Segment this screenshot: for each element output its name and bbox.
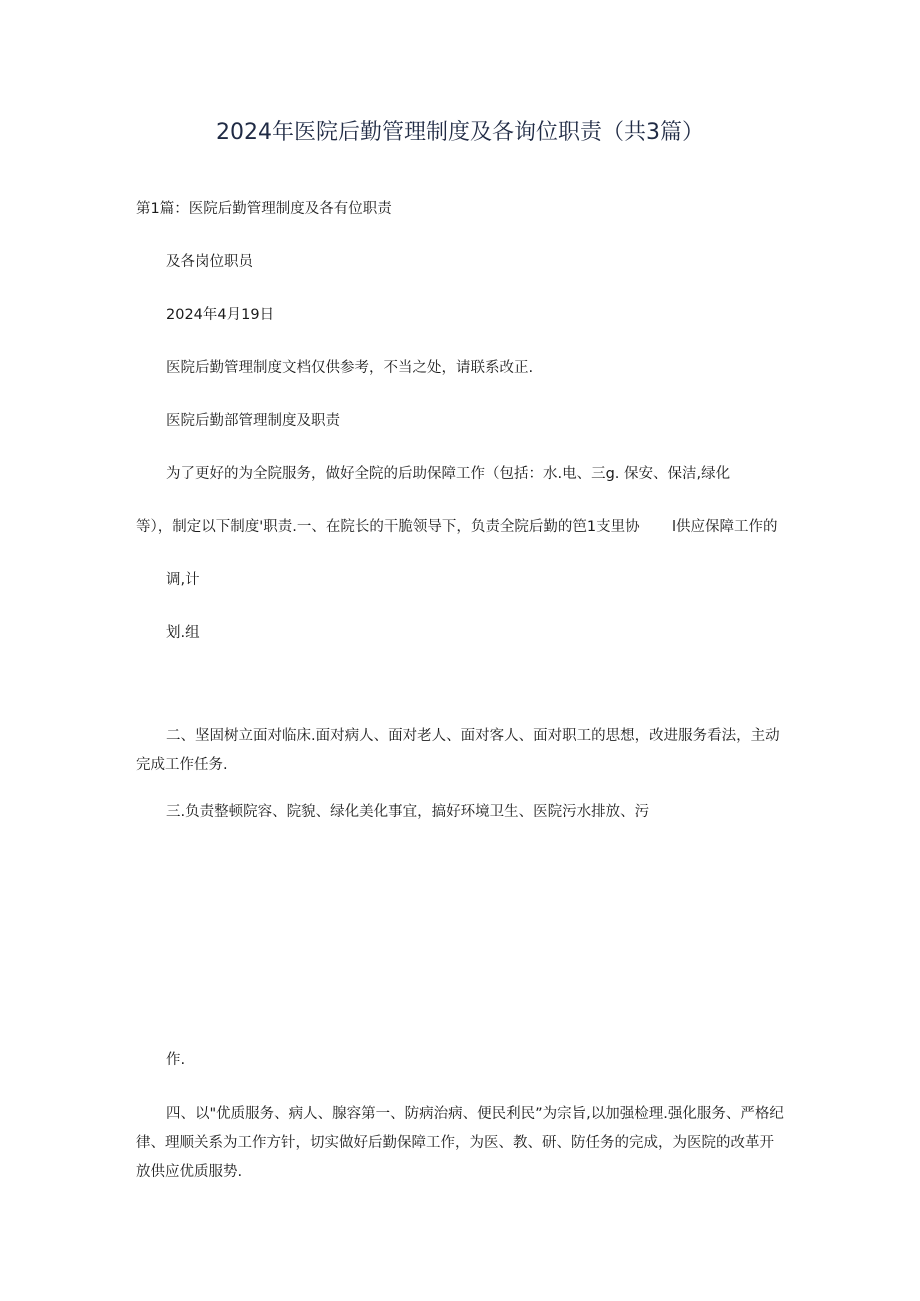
subtitle-line: 医院后勤部管理制度及职责: [166, 413, 340, 429]
intro-line-4: 划.组: [166, 625, 200, 641]
document-title: 2024年医院后勤管理制度及各询位职责（共3篇）: [216, 120, 704, 145]
section-heading: 第1篇：医院后勤管理制度及各有位职责: [136, 201, 392, 217]
intro-line-1: 为了更好的为全院服务，做好全院的后助保障工作（包括：水.电、三g. 保安、保洁,绿化: [166, 466, 731, 482]
item-4-paragraph: 四、以"优质服务、病人、腺容第一、防病治病、便民利民”为宗旨,以加强检理.强化服务、严格纪律、理顺关系为工作方针，切实做好后勤保障工作，为医、教、研、防任务的完成，为医院的改革开放供应优质服势.: [136, 1106, 784, 1180]
date-line: 2024年4月19日: [166, 307, 275, 323]
item-2-paragraph: 二、坚固树立面对临床.面对病人、面对老人、面对客人、面对职工的思想，改进服务看法，主动完成工作任务.: [136, 728, 780, 773]
item-3-end: 作.: [166, 1052, 186, 1068]
intro-line-2b: l供应保障工作的: [672, 519, 778, 535]
dept-line: 及各岗位职员: [166, 254, 253, 270]
disclaimer-line: 医院后勤管理制度文档仅供参考，不当之处，请联系改正.: [166, 360, 534, 376]
intro-line-2a: 等），制定以下制度'职责.一、在院长的干脆领导下，负责全院后勤的笆1支里协: [136, 519, 640, 535]
item-3-line: 三.负责整顿院容、院貌、绿化美化事宜，搞好环境卫生、医院污水排放、污: [166, 804, 650, 820]
intro-line-3: 调,计: [166, 572, 200, 588]
